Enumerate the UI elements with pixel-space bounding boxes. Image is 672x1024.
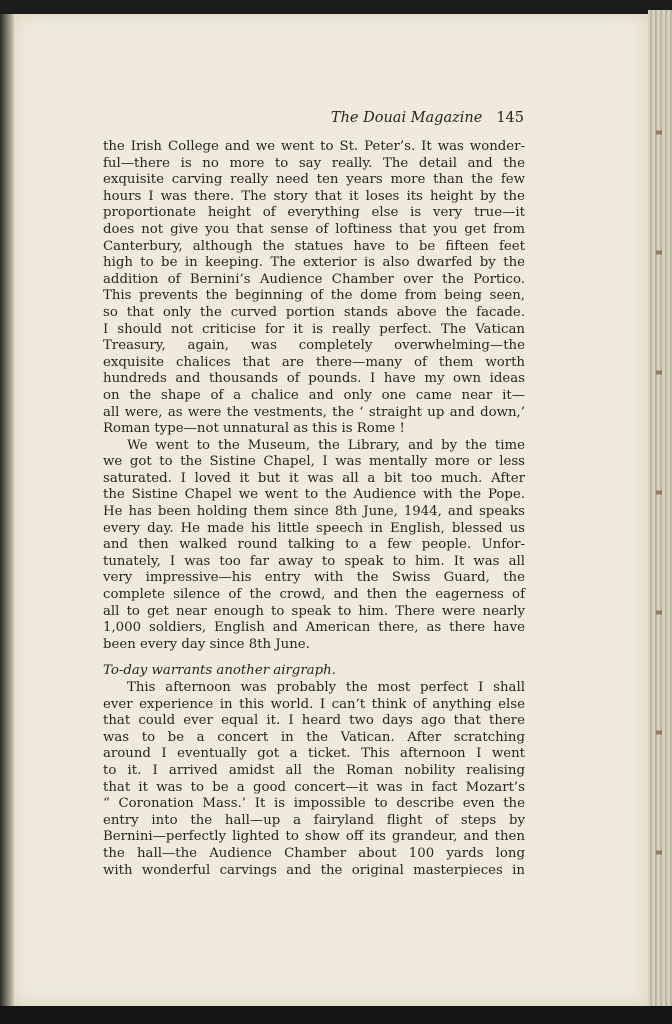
text-line: that it was to be a good concert—it was in fact Mozart’s xyxy=(103,779,525,795)
page-edge-marks xyxy=(656,90,662,970)
text-line: the hall—the Audience Chamber about 100 yards long xyxy=(103,845,525,861)
text-line: entry into the hall—up a fairyland flight of steps by xyxy=(103,812,525,828)
text-line: hundreds and thousands of pounds. I have my own ideas xyxy=(103,371,525,387)
text-line: does not give you that sense of loftiness that you get from xyxy=(103,221,525,237)
scan-bottom-border xyxy=(0,1006,672,1024)
text-line: been every day since 8th June. xyxy=(103,636,310,652)
text-line: the Sistine Chapel we went to the Audience with the Pope. xyxy=(103,487,525,503)
text-line: hours I was there. The story that it loses its height by the xyxy=(103,188,525,204)
text-line: all to get near enough to speak to him. There were nearly xyxy=(103,603,525,619)
text-line: We went to the Museum, the Library, and by the time xyxy=(127,437,525,453)
text-line: He has been holding them since 8th June, 1944, and speaks xyxy=(103,504,525,520)
text-line: that could ever equal it. I heard two days ago that there xyxy=(103,713,525,729)
text-line: to it. I arrived amidst all the Roman nobility realising xyxy=(103,762,525,778)
text-line: ful—there is no more to say really. The detail and the xyxy=(103,155,525,171)
binding-gutter xyxy=(0,14,14,1006)
text-line: every day. He made his little speech in English, blessed us xyxy=(103,520,525,536)
text-line: complete silence of the crowd, and then the eagerness of xyxy=(103,587,525,603)
text-line: high to be in keeping. The exterior is also dwarfed by the xyxy=(103,255,525,271)
text-line: was to be a concert in the Vatican. After scratching xyxy=(103,729,525,745)
section-heading: To-day warrants another airgraph. xyxy=(103,663,336,679)
text-line: all were, as were the vestments, the ‘ straight up and down,’ xyxy=(103,404,525,420)
text-line: proportionate height of everything else is very true—it xyxy=(103,205,525,221)
text-line: Treasury, again, was completely overwhelming—the xyxy=(103,338,525,354)
text-line: This prevents the beginning of the dome from being seen, xyxy=(103,288,525,304)
page-number: 145 xyxy=(496,110,524,126)
text-line: tunately, I was too far away to speak to him. It was all xyxy=(103,553,525,569)
text-line: Roman type—not unnatural as this is Rome ! xyxy=(103,421,405,437)
text-line: saturated. I loved it but it was all a bit too much. After xyxy=(103,470,525,486)
text-line: 1,000 soldiers, English and American there, as there have xyxy=(103,620,525,636)
text-line: Bernini—perfectly lighted to show off its grandeur, and then xyxy=(103,829,525,845)
text-line: with wonderful carvings and the original masterpieces in xyxy=(103,862,525,878)
text-line: we got to the Sistine Chapel, I was mentally more or less xyxy=(103,454,525,470)
text-line: on the shape of a chalice and only one came near it— xyxy=(103,387,525,403)
text-line: “ Coronation Mass.’ It is impossible to describe even the xyxy=(103,796,525,812)
text-line: ever experience in this world. I can’t think of anything else xyxy=(103,696,525,712)
text-line: This afternoon was probably the most perfect I shall xyxy=(127,680,525,695)
paragraph-2 xyxy=(103,438,525,654)
text-line: I should not criticise for it is really perfect. The Vatican xyxy=(103,321,525,337)
text-line: exquisite carving really need ten years more than the few xyxy=(103,172,525,188)
text-line: addition of Bernini’s Audience Chamber over the Portico. xyxy=(103,271,525,287)
article-body xyxy=(103,139,525,879)
text-line: very impressive—his entry with the Swiss Guard, the xyxy=(103,570,525,586)
paragraph-1 xyxy=(103,139,525,438)
running-header xyxy=(104,110,524,126)
text-line: around I eventually got a ticket. This afternoon I went xyxy=(103,746,525,762)
text-line: Canterbury, although the statues have to be fifteen feet xyxy=(103,238,525,254)
text-line: the Irish College and we went to St. Peter’s. It was wonder- xyxy=(103,139,525,154)
text-line: and then walked round talking to a few people. Unfor- xyxy=(103,537,525,553)
text-line: exquisite chalices that are there—many of them worth xyxy=(103,354,525,370)
magazine-title: The Douai Magazine xyxy=(330,110,483,126)
text-line: so that only the curved portion stands above the facade. xyxy=(103,304,525,320)
paragraph-3 xyxy=(103,680,525,879)
paragraph-gap xyxy=(103,653,525,663)
